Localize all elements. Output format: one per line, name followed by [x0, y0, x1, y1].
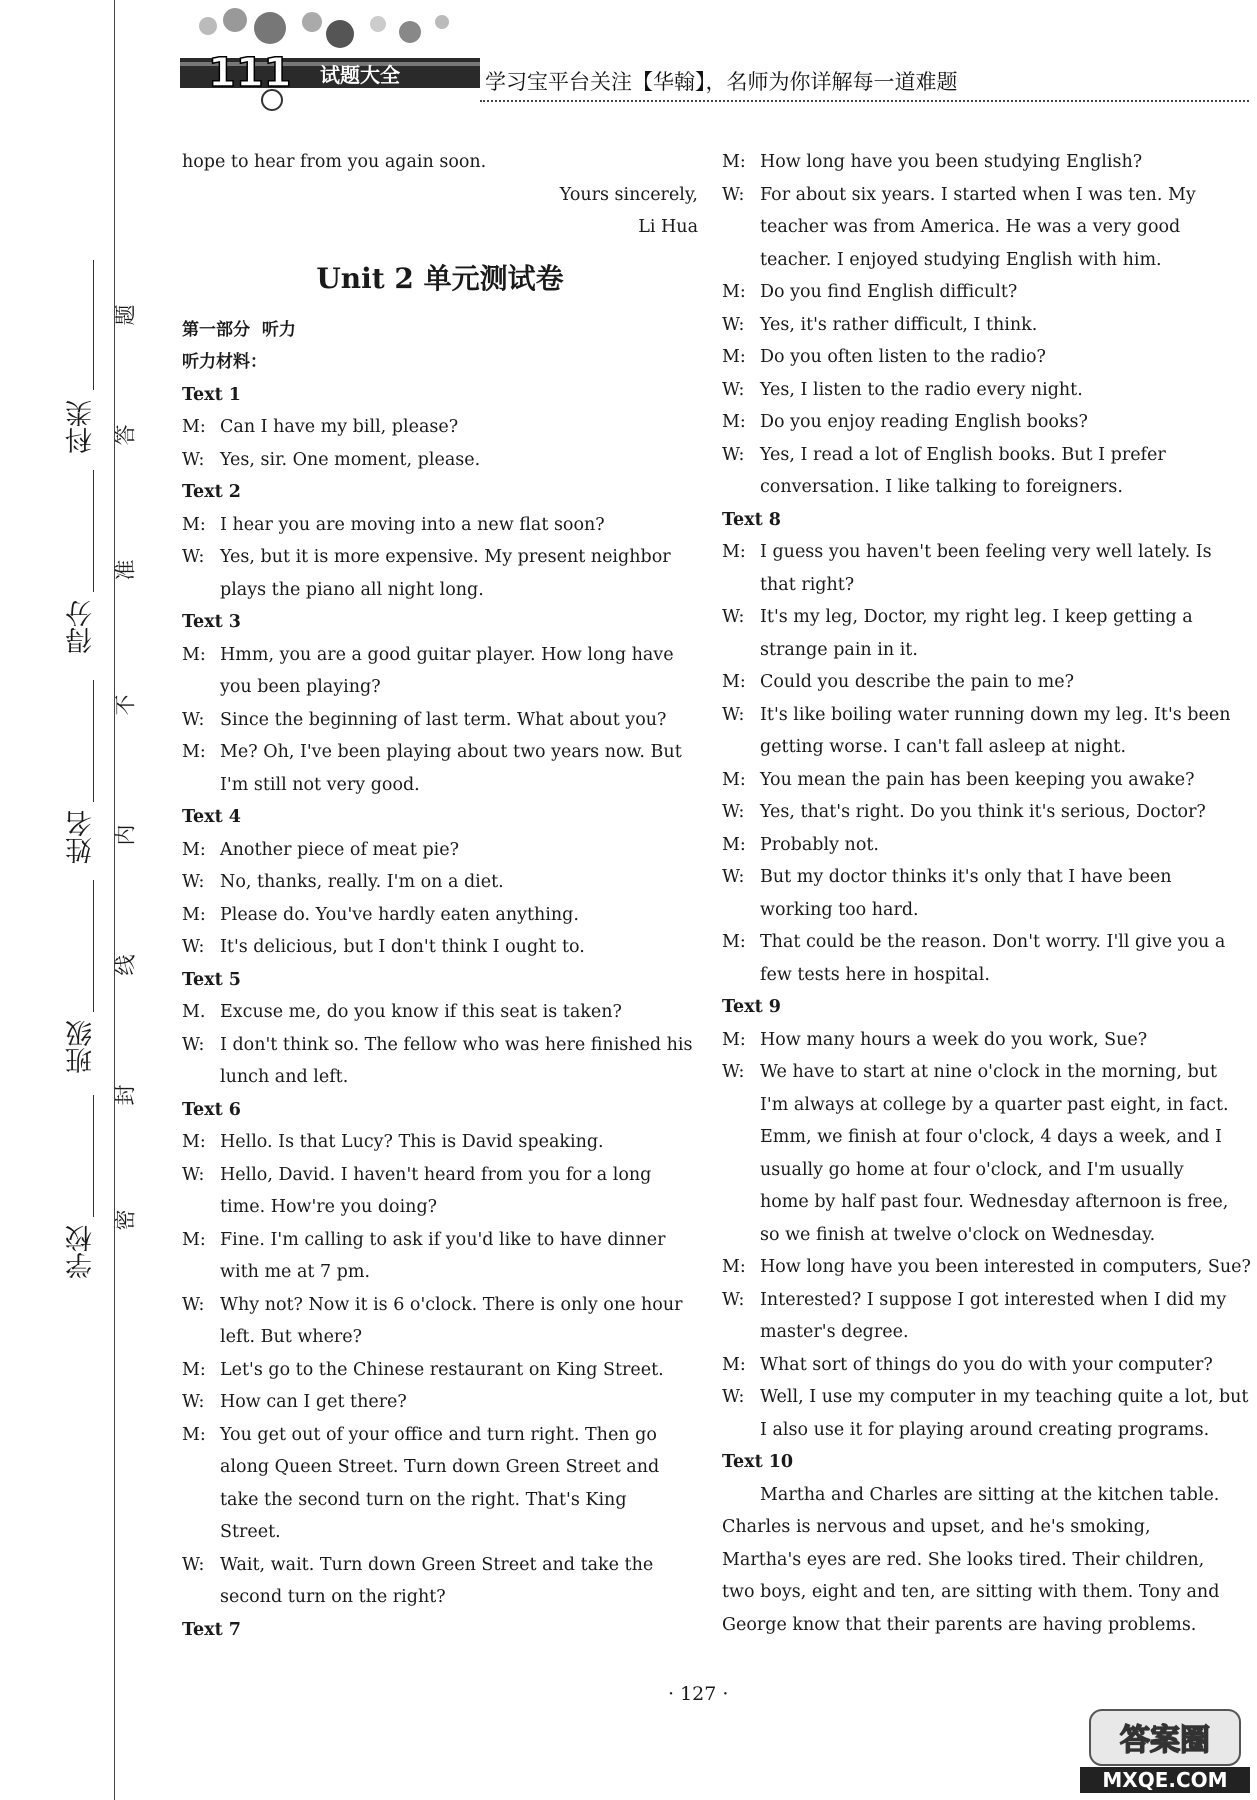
header-slogan: 学习宝平台关注【华翰】，名师为你详解每一道难题 [485, 70, 958, 94]
text-label: Text 9 [722, 997, 781, 1017]
svg-text:试题大全: 试题大全 [320, 63, 400, 87]
dialog-text: Do you find English difficult? [760, 282, 1018, 302]
speaker-tag: M: [182, 742, 206, 762]
text-label: Text 8 [722, 509, 781, 530]
field-subject-line [93, 260, 94, 390]
dialog-text: Hmm, you are a good guitar player. How long have [220, 644, 674, 665]
page-number: · 127 · [668, 1683, 729, 1705]
dialog-line [182, 444, 698, 477]
seal-char: 线 [113, 954, 138, 976]
dialog-continuation: you been playing? [220, 677, 381, 697]
speaker-tag: M: [722, 412, 746, 432]
dialog-text: You get out of your office and turn right. Then go [220, 1424, 657, 1445]
dialog-continuation: getting worse. I can't fall asleep at night. [760, 737, 1127, 757]
dialog-continuation: usually go home at four o'clock, and I'm usually [760, 1159, 1184, 1180]
dialog-line [722, 861, 1250, 894]
text-label: Text 3 [182, 612, 241, 632]
dialog-continuation: take the second turn on the right. That's King [220, 1489, 627, 1510]
dialog-text: Yes, sir. One moment, please. [220, 449, 481, 470]
dialog-line [182, 639, 698, 672]
dialog-text: For about six years. I started when I was ten. My [760, 184, 1196, 205]
text-label: Text 2 [182, 482, 241, 502]
dialog-text: Could you describe the pain to me? [760, 672, 1074, 692]
speaker-tag: M: [182, 839, 206, 860]
seal-char: 内 [113, 824, 138, 846]
dialog-line [182, 1224, 698, 1257]
speaker-tag: W: [182, 709, 205, 730]
passage-line: Martha and Charles are sitting at the kitchen table. [760, 1484, 1220, 1505]
dialog-line [722, 1024, 1250, 1057]
speaker-tag: W: [722, 802, 745, 822]
dialog-continuation: working too hard. [760, 899, 919, 920]
dialog-text: Yes, that's right. Do you think it's serious, Doctor? [760, 802, 1206, 822]
dialog-line [722, 146, 1250, 179]
speaker-tag: W: [182, 1294, 205, 1315]
speaker-tag: M: [182, 417, 206, 437]
speaker-tag: M: [722, 834, 746, 855]
speaker-tag: M. [182, 1002, 206, 1022]
speaker-tag: W: [182, 547, 205, 567]
speaker-tag: W: [722, 1387, 745, 1407]
dialog-line [182, 541, 698, 574]
dialog-text: I hear you are moving into a new flat soon? [220, 514, 605, 535]
dialog-continuation: Street. [220, 1522, 281, 1542]
dialog-line [182, 1159, 698, 1192]
speaker-tag: M: [722, 152, 746, 172]
dialog-text: It's like boiling water running down my leg. It's been [760, 704, 1231, 725]
seal-char: 不 [113, 694, 138, 716]
dialog-line [722, 1284, 1250, 1317]
text-label: Text 1 [182, 384, 241, 405]
passage-line: Charles is nervous and upset, and he's smoking, [722, 1517, 1151, 1537]
dialog-line [722, 796, 1250, 829]
dialog-line [182, 509, 698, 542]
dialog-continuation: home by half past four. Wednesday afternoon is free, [760, 1192, 1229, 1212]
speaker-tag: M: [722, 1257, 746, 1277]
dialog-line [182, 1289, 698, 1322]
left-transcript [182, 379, 698, 1647]
speaker-tag: M: [722, 672, 746, 692]
dialog-line [182, 1549, 698, 1582]
dialog-text: No, thanks, really. I'm on a diet. [220, 872, 504, 892]
dialog-line [722, 699, 1250, 732]
dialog-continuation: that right? [760, 574, 855, 595]
dialog-text: Yes, I read a lot of English books. But I prefer [760, 444, 1166, 465]
seal-char: 密 [113, 1209, 138, 1231]
speaker-tag: W: [722, 184, 745, 205]
field-school: 学校 [66, 1225, 97, 1279]
dialog-line [182, 736, 698, 769]
dialog-line [722, 1251, 1250, 1284]
svg-text:111: 111 [208, 50, 292, 96]
dialog-line [722, 536, 1250, 569]
dialog-line [722, 1349, 1250, 1382]
dialog-continuation: master's degree. [760, 1322, 909, 1342]
speaker-tag: M: [722, 932, 746, 952]
dialog-line [722, 309, 1250, 342]
binding-margin [0, 0, 175, 1800]
speaker-tag: W: [182, 1034, 205, 1055]
dialog-text: I guess you haven't been feeling very well lately. Is [760, 542, 1212, 562]
dialog-text: Probably not. [760, 834, 879, 855]
right-column [722, 146, 1250, 1641]
dialog-text: It's my leg, Doctor, my right leg. I keep getting a [760, 607, 1193, 627]
subsection-heading: 听力材料： [182, 352, 267, 372]
speaker-tag: W: [722, 867, 745, 887]
speaker-tag: M: [182, 1424, 206, 1445]
dialog-line [182, 1029, 698, 1062]
dialog-line [182, 1386, 698, 1419]
speaker-tag: M: [722, 1354, 746, 1375]
dialog-line [182, 834, 698, 867]
speaker-tag: M: [722, 282, 746, 302]
dialog-continuation: teacher. I enjoyed studying English with him. [760, 249, 1162, 270]
svg-text:答案圈: 答案圈 [1120, 1723, 1210, 1758]
dialog-line [182, 1126, 698, 1159]
text-label: Text 6 [182, 1099, 241, 1120]
dialog-line [722, 179, 1250, 212]
dialog-text: Hello. Is that Lucy? This is David speaking. [220, 1132, 604, 1152]
dialog-continuation: few tests here in hospital. [760, 964, 990, 985]
right-transcript [722, 146, 1250, 1641]
speaker-tag: W: [182, 449, 205, 470]
dialog-text: You mean the pain has been keeping you awake? [760, 769, 1195, 790]
dialog-line [182, 704, 698, 737]
dialog-text: Excuse me, do you know if this seat is taken? [220, 1002, 622, 1022]
page-header [180, 6, 1257, 116]
fold-line [114, 0, 115, 1800]
dialog-line [182, 996, 698, 1029]
header-rule [480, 100, 1249, 102]
unit-title: Unit 2 单元测试卷 [316, 261, 564, 295]
series-logo [180, 6, 480, 116]
dialog-text: That could be the reason. Don't worry. I'll give you a [760, 932, 1226, 952]
dialog-line [722, 666, 1250, 699]
dialog-text: Since the beginning of last term. What about you? [220, 709, 667, 730]
dialog-text: Interested? I suppose I got interested when I did my [760, 1289, 1227, 1310]
dialog-text: What sort of things do you do with your computer? [760, 1354, 1213, 1375]
speaker-tag: M: [182, 514, 206, 535]
speaker-tag: M: [182, 644, 206, 665]
dialog-continuation: lunch and left. [220, 1067, 349, 1087]
dialog-continuation: plays the piano all night long. [220, 579, 484, 600]
dialog-text: Can I have my bill, please? [220, 417, 459, 437]
dialog-text: How long have you been interested in computers, Sue? [760, 1257, 1251, 1277]
speaker-tag: M: [182, 1359, 206, 1380]
field-name: 姓名 [66, 810, 97, 864]
speaker-tag: W: [722, 314, 745, 335]
watermark-logo [1080, 1705, 1250, 1795]
field-name-line [93, 680, 94, 802]
speaker-tag: M: [182, 904, 206, 925]
dialog-line [722, 406, 1250, 439]
dialog-text: Why not? Now it is 6 o'clock. There is only one hour [220, 1294, 683, 1315]
dialog-continuation: second turn on the right? [220, 1587, 446, 1607]
speaker-tag: W: [722, 704, 745, 725]
section-heading: 第一部分 听力 [182, 319, 296, 340]
dialog-text: Yes, I listen to the radio every night. [760, 379, 1083, 400]
speaker-tag: M: [182, 1132, 206, 1152]
dialog-text: Yes, but it is more expensive. My present neighbor [220, 547, 671, 567]
passage-line: two boys, eight and ten, are sitting with them. Tony and [722, 1582, 1220, 1602]
text-label: Text 7 [182, 1619, 241, 1640]
dialog-line [182, 866, 698, 899]
speaker-tag: W: [182, 1554, 205, 1575]
text-label: Text 5 [182, 969, 241, 990]
dialog-continuation: Emm, we finish at four o'clock, 4 days a week, and I [760, 1127, 1222, 1147]
dialog-line [722, 276, 1250, 309]
dialog-line [722, 374, 1250, 407]
dialog-text: Do you often listen to the radio? [760, 347, 1046, 367]
field-class-line [93, 880, 94, 1012]
field-score: 得分 [66, 600, 97, 654]
dialog-text: Wait, wait. Turn down Green Street and take the [220, 1554, 654, 1575]
dialog-continuation: I also use it for playing around creating programs. [760, 1419, 1210, 1440]
dialog-continuation: with me at 7 pm. [220, 1262, 371, 1282]
dialog-text: Let's go to the Chinese restaurant on King Street. [220, 1359, 664, 1380]
dialog-continuation: left. But where? [220, 1327, 363, 1347]
dialog-line [722, 1056, 1250, 1089]
dialog-line [182, 1419, 698, 1452]
dialog-continuation: teacher was from America. He was a very good [760, 217, 1181, 237]
speaker-tag: M: [722, 542, 746, 562]
speaker-tag: W: [722, 379, 745, 400]
dialog-line [722, 764, 1250, 797]
dialog-continuation: along Queen Street. Turn down Green Street and [220, 1457, 660, 1477]
passage-line: Martha's eyes are red. She looks tired. Their children, [722, 1549, 1205, 1570]
speaker-tag: W: [182, 872, 205, 892]
field-subject: 科类 [66, 400, 97, 454]
dialog-text: Fine. I'm calling to ask if you'd like to have dinner [220, 1229, 666, 1250]
dialog-text: Hello, David. I haven't heard from you for a long [220, 1164, 652, 1185]
dialog-continuation: I'm always at college by a quarter past eight, in fact. [760, 1094, 1229, 1115]
speaker-tag: M: [722, 769, 746, 790]
letter-closing-line: hope to hear from you again soon. [182, 152, 487, 172]
dialog-text: Me? Oh, I've been playing about two years now. But [220, 742, 682, 762]
field-class: 班级 [66, 1020, 97, 1074]
dialog-text: Well, I use my computer in my teaching quite a lot, but [760, 1387, 1249, 1407]
dialog-line [722, 926, 1250, 959]
seal-char: 题 [113, 304, 138, 326]
dialog-text: I don't think so. The fellow who was here finished his [220, 1034, 693, 1055]
dialog-text: Do you enjoy reading English books? [760, 412, 1088, 432]
dialog-text: Another piece of meat pie? [220, 839, 460, 860]
speaker-tag: W: [182, 937, 205, 957]
seal-char: 封 [113, 1084, 138, 1106]
dialog-text: But my doctor thinks it's only that I have been [760, 867, 1172, 887]
dialog-text: Yes, it's rather difficult, I think. [760, 314, 1038, 335]
dialog-text: We have to start at nine o'clock in the morning, but [760, 1062, 1217, 1082]
svg-text:MXQE.COM: MXQE.COM [1102, 1768, 1228, 1792]
dialog-continuation: strange pain in it. [760, 639, 918, 660]
letter-signoff: Yours sincerely, [559, 184, 698, 205]
speaker-tag: W: [722, 1289, 745, 1310]
speaker-tag: M: [722, 347, 746, 367]
dialog-text: How can I get there? [220, 1392, 407, 1412]
dialog-text: How long have you been studying English? [760, 152, 1143, 172]
dialog-text: How many hours a week do you work, Sue? [760, 1029, 1148, 1050]
letter-signature: Li Hua [638, 217, 698, 237]
seal-char: 答 [113, 424, 138, 446]
speaker-tag: M: [182, 1229, 206, 1250]
speaker-tag: W: [722, 1062, 745, 1082]
text-label: Text 4 [182, 807, 241, 827]
dialog-line [182, 931, 698, 964]
dialog-line [182, 411, 698, 444]
dialog-line [722, 439, 1250, 472]
dialog-continuation: time. How're you doing? [220, 1197, 438, 1217]
speaker-tag: W: [182, 1164, 205, 1185]
dialog-continuation: so we finish at twelve o'clock on Wednesday. [760, 1224, 1156, 1245]
speaker-tag: W: [722, 607, 745, 627]
field-score-line [93, 470, 94, 592]
speaker-tag: M: [722, 1029, 746, 1050]
dialog-line [182, 899, 698, 932]
dialog-line [722, 601, 1250, 634]
dialog-line [182, 1354, 698, 1387]
dialog-line [722, 829, 1250, 862]
dialog-continuation: conversation. I like talking to foreigners. [760, 477, 1123, 497]
dialog-text: It's delicious, but I don't think I ought to. [220, 937, 585, 957]
speaker-tag: W: [722, 444, 745, 465]
dialog-line [722, 1381, 1250, 1414]
dialog-text: Please do. You've hardly eaten anything. [220, 904, 579, 925]
speaker-tag: W: [182, 1392, 205, 1412]
dialog-line [722, 341, 1250, 374]
seal-char: 准 [113, 559, 138, 581]
passage-line: George know that their parents are having problems. [722, 1614, 1197, 1635]
left-column [182, 146, 698, 1646]
field-school-line [93, 1095, 94, 1217]
text-label: Text 10 [722, 1452, 794, 1472]
dialog-continuation: I'm still not very good. [220, 774, 420, 795]
